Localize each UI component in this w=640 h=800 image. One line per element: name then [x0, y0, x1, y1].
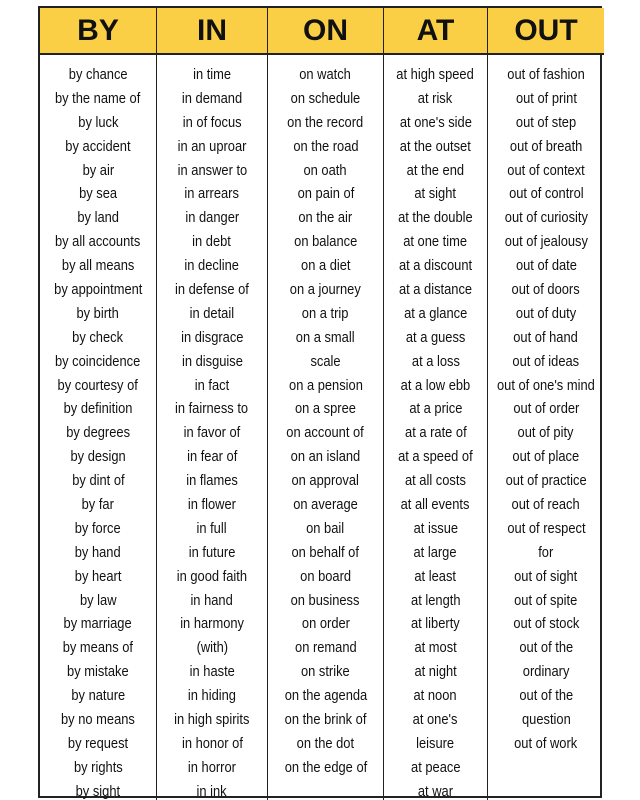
column-by [40, 55, 157, 800]
phrase-item: at all costs [405, 472, 466, 490]
phrase-item: by degrees [66, 424, 130, 442]
phrase-item: in defense of [175, 281, 249, 299]
phrase-item: by hand [75, 543, 121, 561]
phrase-item: at the outset [399, 137, 472, 155]
phrase-item: in flower [187, 496, 237, 514]
phrase-item: by heart [74, 567, 122, 585]
phrase-item: scale [310, 352, 341, 370]
phrase-item: in danger [185, 209, 239, 227]
phrase-item: out of date [515, 257, 577, 275]
phrase-item: by air [82, 161, 114, 179]
phrase-item: on schedule [290, 89, 361, 107]
phrase-item: in future [188, 543, 236, 561]
phrase-item: by rights [73, 758, 123, 776]
phrase-item: at liberty [411, 615, 460, 633]
phrase-item: on business [291, 591, 360, 609]
phrase-item: on strike [301, 663, 350, 681]
phrase-item: out of work [514, 734, 578, 752]
phrase-item: by dint of [71, 472, 125, 490]
phrase-item: by no means [61, 711, 135, 729]
phrase-item: by means of [62, 639, 134, 657]
phrase-item: on a small [296, 328, 355, 346]
phrase-item: on the brink of [284, 711, 367, 729]
phrase-item: by luck [77, 113, 119, 131]
phrase-item: on pain of [297, 185, 354, 203]
header-at: AT [384, 8, 488, 55]
phrase-item: at one time [403, 233, 468, 251]
phrase-item: out of reach [511, 496, 581, 514]
phrase-item: out of the [519, 687, 573, 705]
phrase-item: out of breath [509, 137, 583, 155]
phrase-item: out of hand [513, 328, 579, 346]
phrase-item: out of doors [511, 281, 581, 299]
phrase-item: on behalf of [291, 543, 360, 561]
phrase-item: on the road [292, 137, 359, 155]
column-on [268, 55, 384, 800]
phrase-item: at most [414, 639, 457, 657]
phrase-item: at a price [408, 400, 463, 418]
phrase-item: in demand [181, 89, 243, 107]
phrase-item: on a trip [302, 304, 349, 322]
phrase-item: in time [192, 66, 232, 83]
phrase-item: on a diet [300, 257, 351, 275]
phrase-item: out of place [512, 448, 580, 466]
phrase-item: at one's [413, 711, 458, 729]
phrase-item: at large [413, 543, 458, 561]
phrase-item: at a rate of [404, 424, 467, 442]
phrase-item: at a glance [403, 304, 468, 322]
phrase-item: in debt [192, 233, 232, 251]
phrase-item: on the dot [296, 734, 355, 752]
phrase-item: out of order [513, 400, 579, 418]
column-out [488, 55, 604, 800]
phrase-item: by land [77, 209, 119, 227]
phrase-item: by check [72, 328, 124, 346]
phrase-item: for [538, 543, 554, 561]
phrase-item: by far [81, 496, 115, 514]
phrase-item: at risk [418, 89, 453, 107]
phrase-item: out of spite [514, 591, 578, 609]
phrase-item: by all accounts [55, 233, 141, 251]
column-at [384, 55, 488, 800]
phrase-item: at sight [414, 185, 457, 203]
phrase-item: by law [79, 591, 117, 609]
phrase-item: in an uproar [177, 137, 247, 155]
phrase-item: out of sight [514, 567, 578, 585]
phrase-item: in fact [194, 376, 230, 394]
phrase-item: out of step [515, 113, 577, 131]
column-in [157, 55, 268, 800]
phrase-item: by birth [76, 304, 120, 322]
phrase-item: in high spirits [174, 711, 250, 729]
phrase-item: at one's side [399, 113, 472, 131]
phrase-item: by chance [68, 66, 128, 83]
phrase-item: by the name of [55, 89, 141, 107]
phrase-item: out of practice [505, 472, 587, 490]
phrase-item: out of one's mind [497, 376, 595, 394]
phrase-item: in decline [184, 257, 240, 275]
phrase-item: on approval [291, 472, 360, 490]
phrase-item: in fear of [186, 448, 238, 466]
phrase-item: at least [414, 567, 457, 585]
phrase-item: at all events [401, 496, 470, 514]
phrase-item: on the agenda [284, 687, 367, 705]
phrase-item: (with) [196, 639, 228, 657]
phrase-item: on board [300, 567, 351, 585]
phrase-item: by accident [65, 137, 131, 155]
prepositions-table [38, 6, 602, 798]
header-in: IN [157, 8, 268, 55]
phrase-item: in good faith [176, 567, 248, 585]
phrase-item: on a pension [288, 376, 363, 394]
phrase-item: at a loss [411, 352, 460, 370]
phrase-item: in answer to [177, 161, 247, 179]
phrase-item: at war [417, 782, 454, 800]
phrase-item: on the edge of [284, 758, 367, 776]
phrase-item: in horror [187, 758, 237, 776]
phrase-item: in favor of [183, 424, 241, 442]
phrase-item: at length [410, 591, 461, 609]
phrase-item: on a journey [289, 281, 362, 299]
phrase-item: by courtesy of [57, 376, 139, 394]
phrase-item: out of context [507, 161, 585, 179]
phrase-item: out of pity [518, 424, 574, 442]
phrase-item: out of print [515, 89, 577, 107]
phrase-item: by nature [71, 687, 125, 705]
phrase-item: in disguise [181, 352, 243, 370]
phrase-item: by force [75, 519, 121, 537]
phrase-item: in disgrace [180, 328, 244, 346]
phrase-item: in hiding [187, 687, 237, 705]
phrase-item: on watch [299, 66, 352, 83]
phrase-item: by design [70, 448, 126, 466]
phrase-item: out of curiosity [504, 209, 588, 227]
phrase-item: by definition [63, 400, 133, 418]
phrase-item: in flames [186, 472, 238, 490]
phrase-item: out of respect [506, 519, 586, 537]
phrase-item: in arrears [184, 185, 240, 203]
phrase-item: in ink [196, 782, 228, 800]
phrase-item: by appointment [53, 281, 143, 299]
phrase-item: in of focus [182, 113, 242, 131]
phrase-item: by sea [78, 185, 117, 203]
phrase-item: by coincidence [55, 352, 141, 370]
phrase-item: in honor of [181, 734, 243, 752]
phrase-item: at a guess [405, 328, 466, 346]
phrase-item: on order [301, 615, 350, 633]
phrase-item: by marriage [63, 615, 133, 633]
phrase-item: at the end [406, 161, 465, 179]
phrase-item: on average [293, 496, 358, 514]
phrase-item: on a spree [295, 400, 356, 418]
phrase-item: at a discount [398, 257, 473, 275]
phrase-item: on account of [286, 424, 365, 442]
header-by: BY [40, 8, 157, 55]
phrase-item: out of jealousy [504, 233, 588, 251]
phrase-item: at noon [413, 687, 458, 705]
phrase-item: question [521, 711, 571, 729]
phrase-item: out of duty [515, 304, 577, 322]
phrase-item: at a speed of [398, 448, 473, 466]
phrase-item: in fairness to [175, 400, 249, 418]
phrase-item: in detail [189, 304, 235, 322]
phrase-item: at a distance [398, 281, 473, 299]
phrase-item: by sight [75, 782, 121, 800]
phrase-item: by request [67, 734, 129, 752]
phrase-item: at peace [410, 758, 461, 776]
phrase-item: at the double [398, 209, 473, 227]
phrase-item: in haste [189, 663, 235, 681]
phrase-item: on the record [287, 113, 364, 131]
phrase-item: in hand [190, 591, 234, 609]
phrase-item: on an island [290, 448, 361, 466]
phrase-item: at a low ebb [400, 376, 471, 394]
phrase-item: on balance [293, 233, 358, 251]
header-on: ON [268, 8, 384, 55]
phrase-item: at night [414, 663, 457, 681]
phrase-item: by all means [61, 257, 135, 275]
phrase-item: out of control [508, 185, 584, 203]
phrase-item: on bail [306, 519, 345, 537]
phrase-item: in full [196, 519, 228, 537]
phrase-item: out of the [519, 639, 573, 657]
phrase-item: by mistake [67, 663, 129, 681]
phrase-item: ordinary [522, 663, 570, 681]
phrase-item: in harmony [180, 615, 244, 633]
header-out: OUT [488, 8, 604, 55]
phrase-item: on the air [298, 209, 353, 227]
phrase-item: on remand [294, 639, 357, 657]
phrase-item: leisure [416, 734, 455, 752]
phrase-item: at high speed [396, 66, 475, 83]
phrase-item: on oath [303, 161, 348, 179]
phrase-item: at issue [413, 519, 458, 537]
phrase-item: out of fashion [507, 66, 585, 83]
phrase-item: out of ideas [512, 352, 580, 370]
phrase-item: out of stock [513, 615, 579, 633]
